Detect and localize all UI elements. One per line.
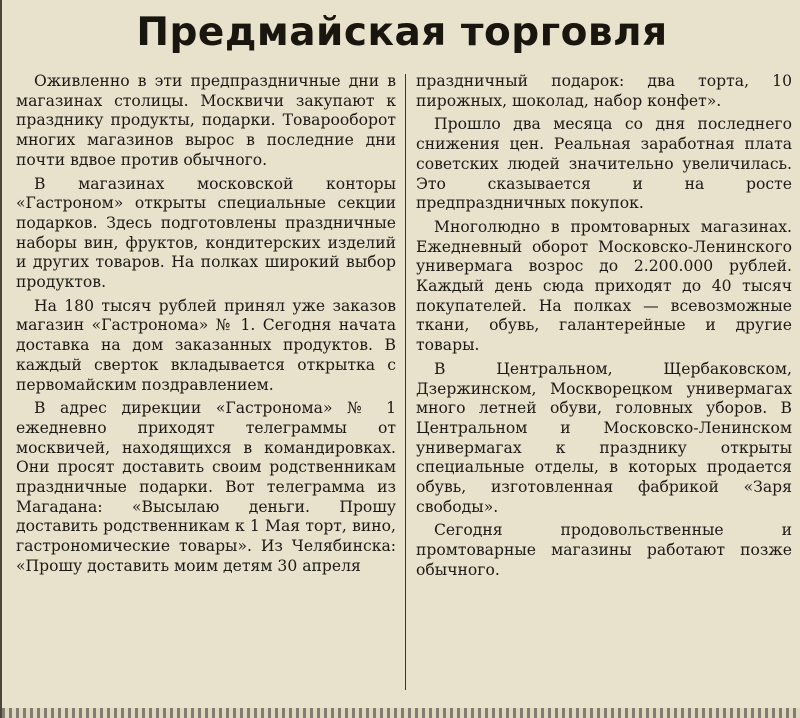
paragraph: Сегодня продовольственные и промтоварные магазины работают позже обычного. bbox=[416, 521, 792, 579]
left-column bbox=[16, 72, 396, 700]
paragraph: В Центральном, Щербаковском, Дзержинском, Москворецком универмагах много летней обуви, головных уборов. В Центральном и Московско-Ленинском универмагах к празднику открыты специальные отделы, в которых продается обувь, изготовленная фабрикой «Заря свободы». bbox=[416, 359, 792, 516]
paragraph-continuation: праздничный подарок: два торта, 10 пирожных, шоколад, набор конфет». bbox=[416, 72, 792, 110]
column-divider bbox=[405, 74, 406, 690]
torn-edge bbox=[2, 708, 800, 718]
right-column bbox=[416, 72, 792, 700]
paragraph: На 180 тысяч рублей принял уже заказов магазин «Гастронома» № 1. Сегодня начата доставка на дом заказанных продуктов. В каждый сверток вкладывается открытка с первомайским поздравлением. bbox=[16, 296, 396, 394]
paragraph: В адрес дирекции «Гастронома» № 1 ежедневно приходят телеграммы от москвичей, находящихся в командировках. Они просят доставить своим родственникам праздничные подарки. Вот телеграмма из Магадана: «Высылаю деньги. Прошу доставить родственникам к 1 Мая торт, вино, гастрономические товары». Из Челябинска: «Прошу доставить моим детям 30 апреля bbox=[16, 399, 396, 575]
paragraph: В магазинах московской конторы «Гастроном» открыты специальные секции подарков. Здесь подготовлены праздничные наборы вин, фруктов, кондитерских изделий и других товаров. На полках широкий выбор продуктов. bbox=[16, 174, 396, 292]
paragraph: Прошло два месяца со дня последнего снижения цен. Реальная заработная плата советских людей значительно увеличилась. Это сказывается и на росте предпраздничных покупок. bbox=[416, 115, 792, 213]
paragraph: Оживленно в эти предпраздничные дни в магазинах столицы. Москвичи закупают к празднику продукты, подарки. Товарооборот многих магазинов вырос в последние дни почти вдвое против обычного. bbox=[16, 72, 396, 169]
article-title: Предмайская торговля bbox=[136, 10, 668, 55]
paragraph: Многолюдно в промтоварных магазинах. Ежедневный оборот Московско-Ленинского универмага возрос до 2.200.000 рублей. Каждый день сюда приходят до 40 тысяч покупателей. На полках — всевозможные ткани, обувь, галантерейные и другие товары. bbox=[416, 217, 792, 355]
